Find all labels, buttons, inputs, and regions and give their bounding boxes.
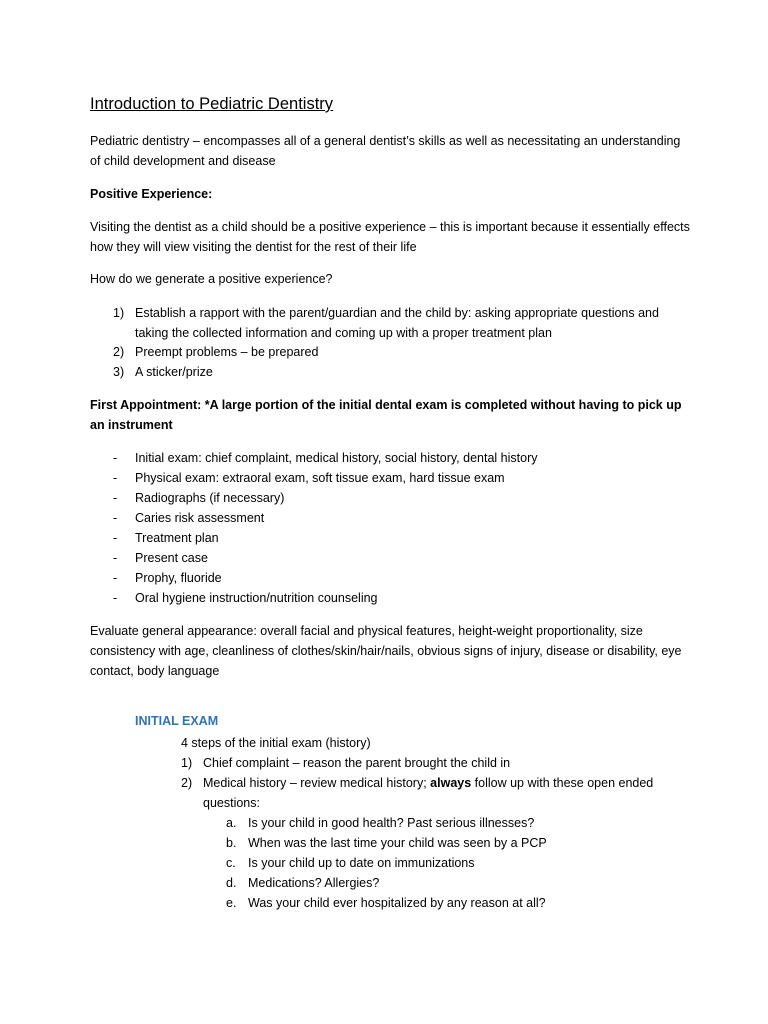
list-marker: - bbox=[113, 551, 118, 565]
list-marker: - bbox=[113, 471, 118, 485]
list-marker: c. bbox=[226, 856, 236, 870]
list-marker: - bbox=[113, 531, 118, 545]
list-item-text: Is your child up to date on immunizations bbox=[248, 856, 475, 870]
list-marker: e. bbox=[226, 896, 237, 910]
list-item-text: When was the last time your child was seen by a PCP bbox=[248, 836, 547, 850]
list-item-text: Prophy, fluoride bbox=[135, 571, 222, 585]
list-item-text: Medications? Allergies? bbox=[248, 876, 380, 890]
list-marker: 2) bbox=[113, 345, 125, 359]
list-marker: - bbox=[113, 451, 118, 465]
list-item-text: Was your child ever hospitalized by any reason at all? bbox=[248, 896, 546, 910]
list-item-text: A sticker/prize bbox=[135, 365, 213, 379]
list-marker: 3) bbox=[113, 365, 125, 379]
list-marker: - bbox=[113, 591, 118, 605]
list-marker: b. bbox=[226, 836, 237, 850]
evaluate-paragraph: Evaluate general appearance: overall facial and physical features, height-weight proportionality, size consistency with age, cleanliness of clothes/skin/hair/nails, obvious signs of injury, disease or disability, eye contact, body language bbox=[90, 624, 682, 678]
list-item-text: Caries risk assessment bbox=[135, 511, 265, 525]
list-marker: - bbox=[113, 491, 118, 505]
positive-experience-paragraph: Visiting the dentist as a child should be a positive experience – this is important because it essentially effects how they will view visiting the dentist for the rest of their life bbox=[90, 220, 690, 254]
intro-paragraph: Pediatric dentistry – encompasses all of a general dentist’s skills as well as necessitating an understanding of child development and disease bbox=[90, 134, 681, 168]
page-title: Introduction to Pediatric Dentistry bbox=[90, 95, 334, 113]
list-marker: 2) bbox=[181, 776, 193, 790]
list-item-text: Present case bbox=[135, 551, 208, 565]
list-marker: 1) bbox=[113, 306, 125, 320]
steps-intro: 4 steps of the initial exam (history) bbox=[181, 736, 371, 750]
list-marker: - bbox=[113, 511, 118, 525]
list-item-text: Oral hygiene instruction/nutrition counseling bbox=[135, 591, 378, 605]
list-item-text: Radiographs (if necessary) bbox=[135, 491, 285, 505]
first-appointment-heading: First Appointment: *A large portion of the initial dental exam is completed without having to pick up an instrument bbox=[90, 398, 682, 432]
list-item-text: Chief complaint – reason the parent brought the child in bbox=[203, 756, 511, 770]
list-marker: d. bbox=[226, 876, 237, 890]
step-text-bold: always bbox=[430, 776, 472, 790]
initial-exam-heading: INITIAL EXAM bbox=[135, 714, 219, 728]
list-item-text: Is your child in good health? Past serious illnesses? bbox=[248, 816, 535, 830]
list-item-text: Preempt problems – be prepared bbox=[135, 345, 319, 359]
step-text-after: follow up with these open ended questions: bbox=[203, 776, 654, 810]
list-item-text: Physical exam: extraoral exam, soft tissue exam, hard tissue exam bbox=[135, 471, 505, 485]
list-item-text: Treatment plan bbox=[135, 531, 219, 545]
positive-experience-heading: Positive Experience: bbox=[90, 187, 213, 201]
list-marker: - bbox=[113, 571, 118, 585]
list-item-text bbox=[203, 773, 683, 813]
step-text-before: Medical history – review medical history; bbox=[203, 776, 431, 790]
list-item-text: Establish a rapport with the parent/guardian and the child by: asking appropriate questions and taking the collected information and coming up with a proper treatment plan bbox=[135, 306, 659, 340]
list-marker: a. bbox=[226, 816, 237, 830]
list-marker: 1) bbox=[181, 756, 193, 770]
question-paragraph: How do we generate a positive experience? bbox=[90, 272, 333, 286]
list-item-text: Initial exam: chief complaint, medical history, social history, dental history bbox=[135, 451, 538, 465]
